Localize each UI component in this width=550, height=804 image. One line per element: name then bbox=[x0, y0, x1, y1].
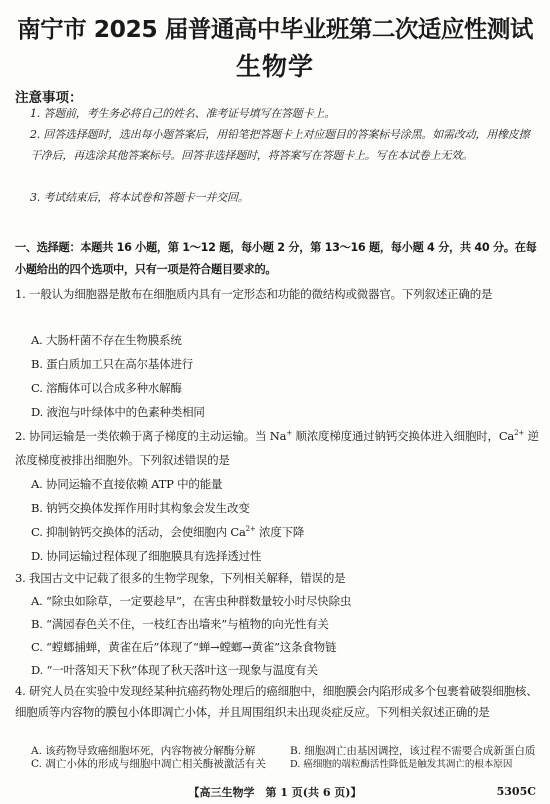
notes-heading: 注意事项： bbox=[15, 90, 83, 106]
ion-charge: + bbox=[286, 429, 292, 438]
question-option: C. 溶酶体可以合成多种水解酶 bbox=[31, 381, 182, 395]
page-footer: 【高三生物学 第 1 页(共 6 页)】 bbox=[188, 786, 362, 799]
question-option: B. 蛋白质加工只在高尔基体进行 bbox=[31, 357, 194, 371]
stem-text: 顺浓度梯度通过钠钙交换体进入细胞时，Ca bbox=[291, 429, 515, 443]
question-option: B. 钠钙交换体发挥作用时其构象会发生改变 bbox=[31, 501, 250, 515]
question-option: D. 癌细胞的端粒酶活性降低是触发其凋亡的根本原因 bbox=[290, 759, 513, 770]
section-heading: 一、选择题：本题共 16 小题，第 1～12 题，每小题 2 分，第 13～16 题，每小题 4 分，共 40 分。在每小题给出的四个选项中，只有一项是符合题目要求的。 bbox=[15, 241, 537, 276]
question-stem: 3. 我国古文中记载了很多的生物学现象，下列相关解释，错误的是 bbox=[15, 571, 346, 585]
question-option: D. 液泡与叶绿体中的色素种类相同 bbox=[31, 405, 205, 419]
question-option: A. 大肠杆菌不存在生物膜系统 bbox=[31, 333, 182, 347]
question-option: C. “螳螂捕蝉，黄雀在后”体现了“蝉→螳螂→黄雀”这条食物链 bbox=[31, 640, 337, 654]
note-item: 3. 考试结束后，将本试卷和答题卡一并交回。 bbox=[30, 191, 249, 204]
note-item: 2. 回答选择题时，选出每小题答案后，用铅笔把答题卡上对应题目的答案标号涂黑。如需改动，用橡皮擦干净后，再选涂其他答案标号。回答非选择题时，将答案写在答题卡上。写在本试卷上无效。 bbox=[30, 128, 530, 162]
question-stem: 4. 研究人员在实验中发现经某种抗癌药物处理后的癌细胞中，细胞膜会内陷形成多个包裹着破裂细胞核、细胞质等内容物的膜包小体即凋亡小体，并且周围组织未出现炎症反应。下列相关叙述正确的是 bbox=[15, 684, 538, 719]
ion-charge: 2+ bbox=[514, 429, 525, 438]
question-option: A. 协同运输不直接依赖 ATP 中的能量 bbox=[31, 477, 223, 491]
question-option bbox=[31, 520, 536, 544]
ion-charge: 2+ bbox=[245, 525, 256, 534]
exam-title: 南宁市 2025 届普通高中毕业班第二次适应性测试 bbox=[17, 15, 533, 43]
question-stem bbox=[15, 424, 540, 472]
option-text: C. 抑制钠钙交换体的活动，会使细胞内 Ca bbox=[31, 525, 246, 539]
question-option: A. 该药物导致癌细胞坏死，内容物被分解酶分解 bbox=[31, 745, 256, 757]
question-option: D. 协同运输过程体现了细胞膜具有选择透过性 bbox=[31, 549, 262, 563]
stem-text: 2. 协同运输是一类依赖于离子梯度的主动运输。当 Na bbox=[15, 429, 287, 443]
stem-text: 逆浓度梯度被排出细胞外。下列叙述错误的是 bbox=[15, 429, 539, 467]
question-option: B. 细胞凋亡由基因调控，该过程不需要合成新蛋白质 bbox=[290, 745, 536, 757]
subject-title: 生物学 bbox=[235, 52, 314, 81]
question-option: A. “除虫如除草，一定要趁早”，在害虫种群数量较小时尽快除虫 bbox=[31, 594, 352, 608]
question-option: C. 凋亡小体的形成与细胞中凋亡相关酶被激活有关 bbox=[31, 758, 266, 770]
question-stem: 1. 一般认为细胞器是散布在细胞质内具有一定形态和功能的微结构或微器官。下列叙述正确的是 bbox=[15, 287, 493, 301]
question-option: D. “一叶落知天下秋”体现了秋天落叶这一现象与温度有关 bbox=[31, 663, 318, 677]
question-option: B. “满园春色关不住，一枝红杏出墙来”与植物的向光性有关 bbox=[31, 617, 329, 631]
option-text: 浓度下降 bbox=[255, 525, 305, 539]
note-item: 1. 答题前，考生务必将自己的姓名、准考证号填写在答题卡上。 bbox=[30, 107, 335, 120]
paper-code: 5305C bbox=[496, 785, 536, 798]
